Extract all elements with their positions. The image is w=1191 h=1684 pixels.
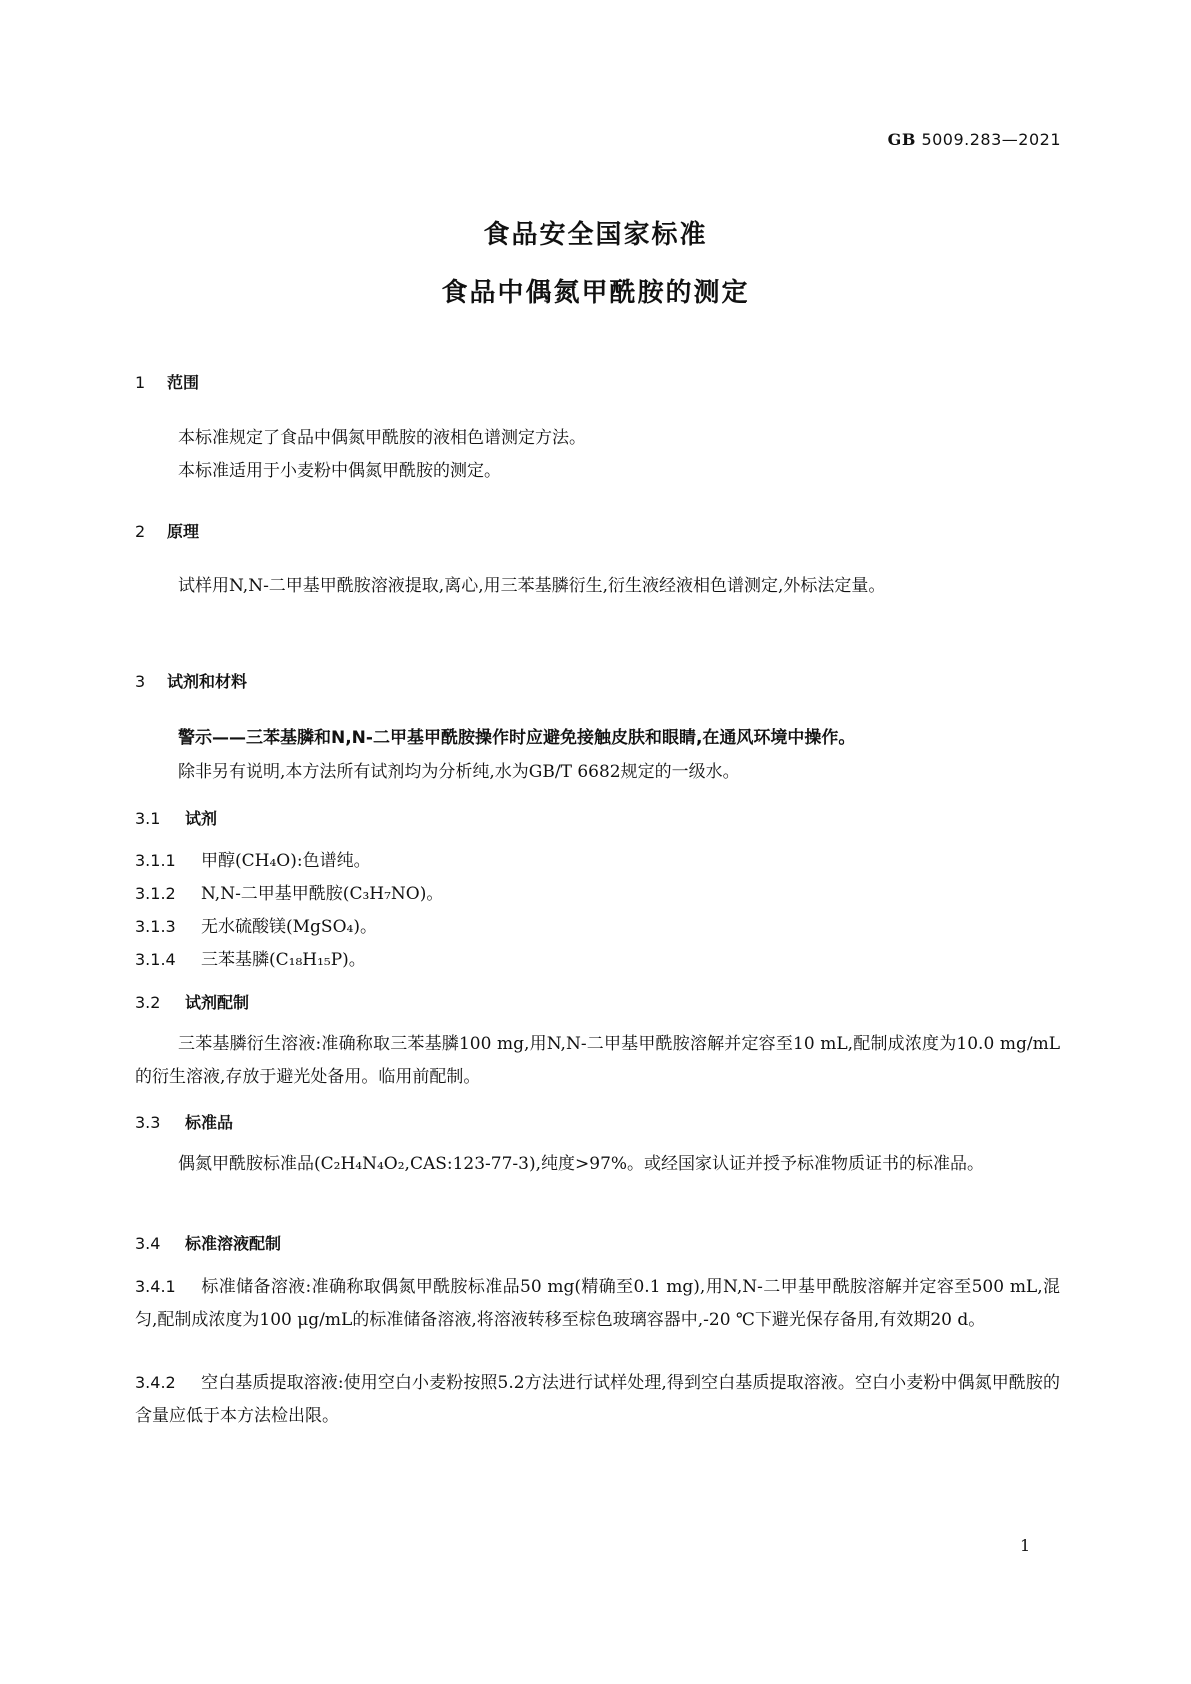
- warning-text: 警示——三苯基膦和N,N-二甲基甲酰胺操作时应避免接触皮肤和眼睛,在通风环境中操作。: [178, 728, 856, 748]
- section-1-para-1: 本标准规定了食品中偶氮甲酰胺的液相色谱测定方法。: [178, 428, 586, 448]
- list-item: 3.1.4 三苯基膦(C₁₈H₁₅P)。: [135, 950, 366, 970]
- section-3-1-heading: 3.1 试剂: [135, 809, 218, 828]
- standard-number: GB 5009.283—2021: [887, 130, 1061, 149]
- list-item: 3.1.2 N,N-二甲基甲酰胺(C₃H₇NO)。: [135, 884, 444, 904]
- section-2-heading: 2 原理: [135, 522, 200, 541]
- section-3-heading: 3 试剂和材料: [135, 672, 248, 691]
- list-item: 3.1.3 无水硫酸镁(MgSO₄)。: [135, 917, 377, 937]
- page-number: 1: [1020, 1536, 1031, 1555]
- section-3-para-1: 除非另有说明,本方法所有试剂均为分析纯,水为GB/T 6682规定的一级水。: [178, 762, 740, 782]
- section-3-4-heading: 3.4 标准溶液配制: [135, 1234, 282, 1253]
- section-1-heading: 1 范围: [135, 373, 200, 392]
- list-item: 3.4.1 标准储备溶液:准确称取偶氮甲酰胺标准品50 mg(精确至0.1 mg),用N,N-二甲基甲酰胺溶解并定容至500 mL,混匀,配制成浓度为100 μg/mL的标准储备溶液,将溶液转移至棕色玻璃容器中,-20 ℃下避光保存备用,有效期20 d。: [135, 1277, 1060, 1330]
- section-3-2-heading: 3.2 试剂配制: [135, 993, 250, 1012]
- section-2-para-1: 试样用N,N-二甲基甲酰胺溶液提取,离心,用三苯基膦衍生,衍生液经液相色谱测定,外标法定量。: [178, 576, 886, 596]
- section-3-2-para: 三苯基膦衍生溶液:准确称取三苯基膦100 mg,用N,N-二甲基甲酰胺溶解并定容至10 mL,配制成浓度为10.0 mg/mL的衍生溶液,存放于避光处备用。临用前配制。: [135, 1034, 1060, 1087]
- sub-title: 食品中偶氮甲酰胺的测定: [441, 278, 750, 308]
- section-3-3-para: 偶氮甲酰胺标准品(C₂H₄N₄O₂,CAS:123-77-3),纯度>97%。或经国家认证并授予标准物质证书的标准品。: [178, 1154, 985, 1174]
- section-1-para-2: 本标准适用于小麦粉中偶氮甲酰胺的测定。: [178, 461, 501, 481]
- main-title: 食品安全国家标准: [483, 220, 708, 250]
- section-3-3-heading: 3.3 标准品: [135, 1113, 234, 1132]
- list-item: 3.1.1 甲醇(CH₄O):色谱纯。: [135, 851, 371, 871]
- list-item: 3.4.2 空白基质提取溶液:使用空白小麦粉按照5.2方法进行试样处理,得到空白基质提取溶液。空白小麦粉中偶氮甲酰胺的含量应低于本方法检出限。: [135, 1373, 1060, 1426]
